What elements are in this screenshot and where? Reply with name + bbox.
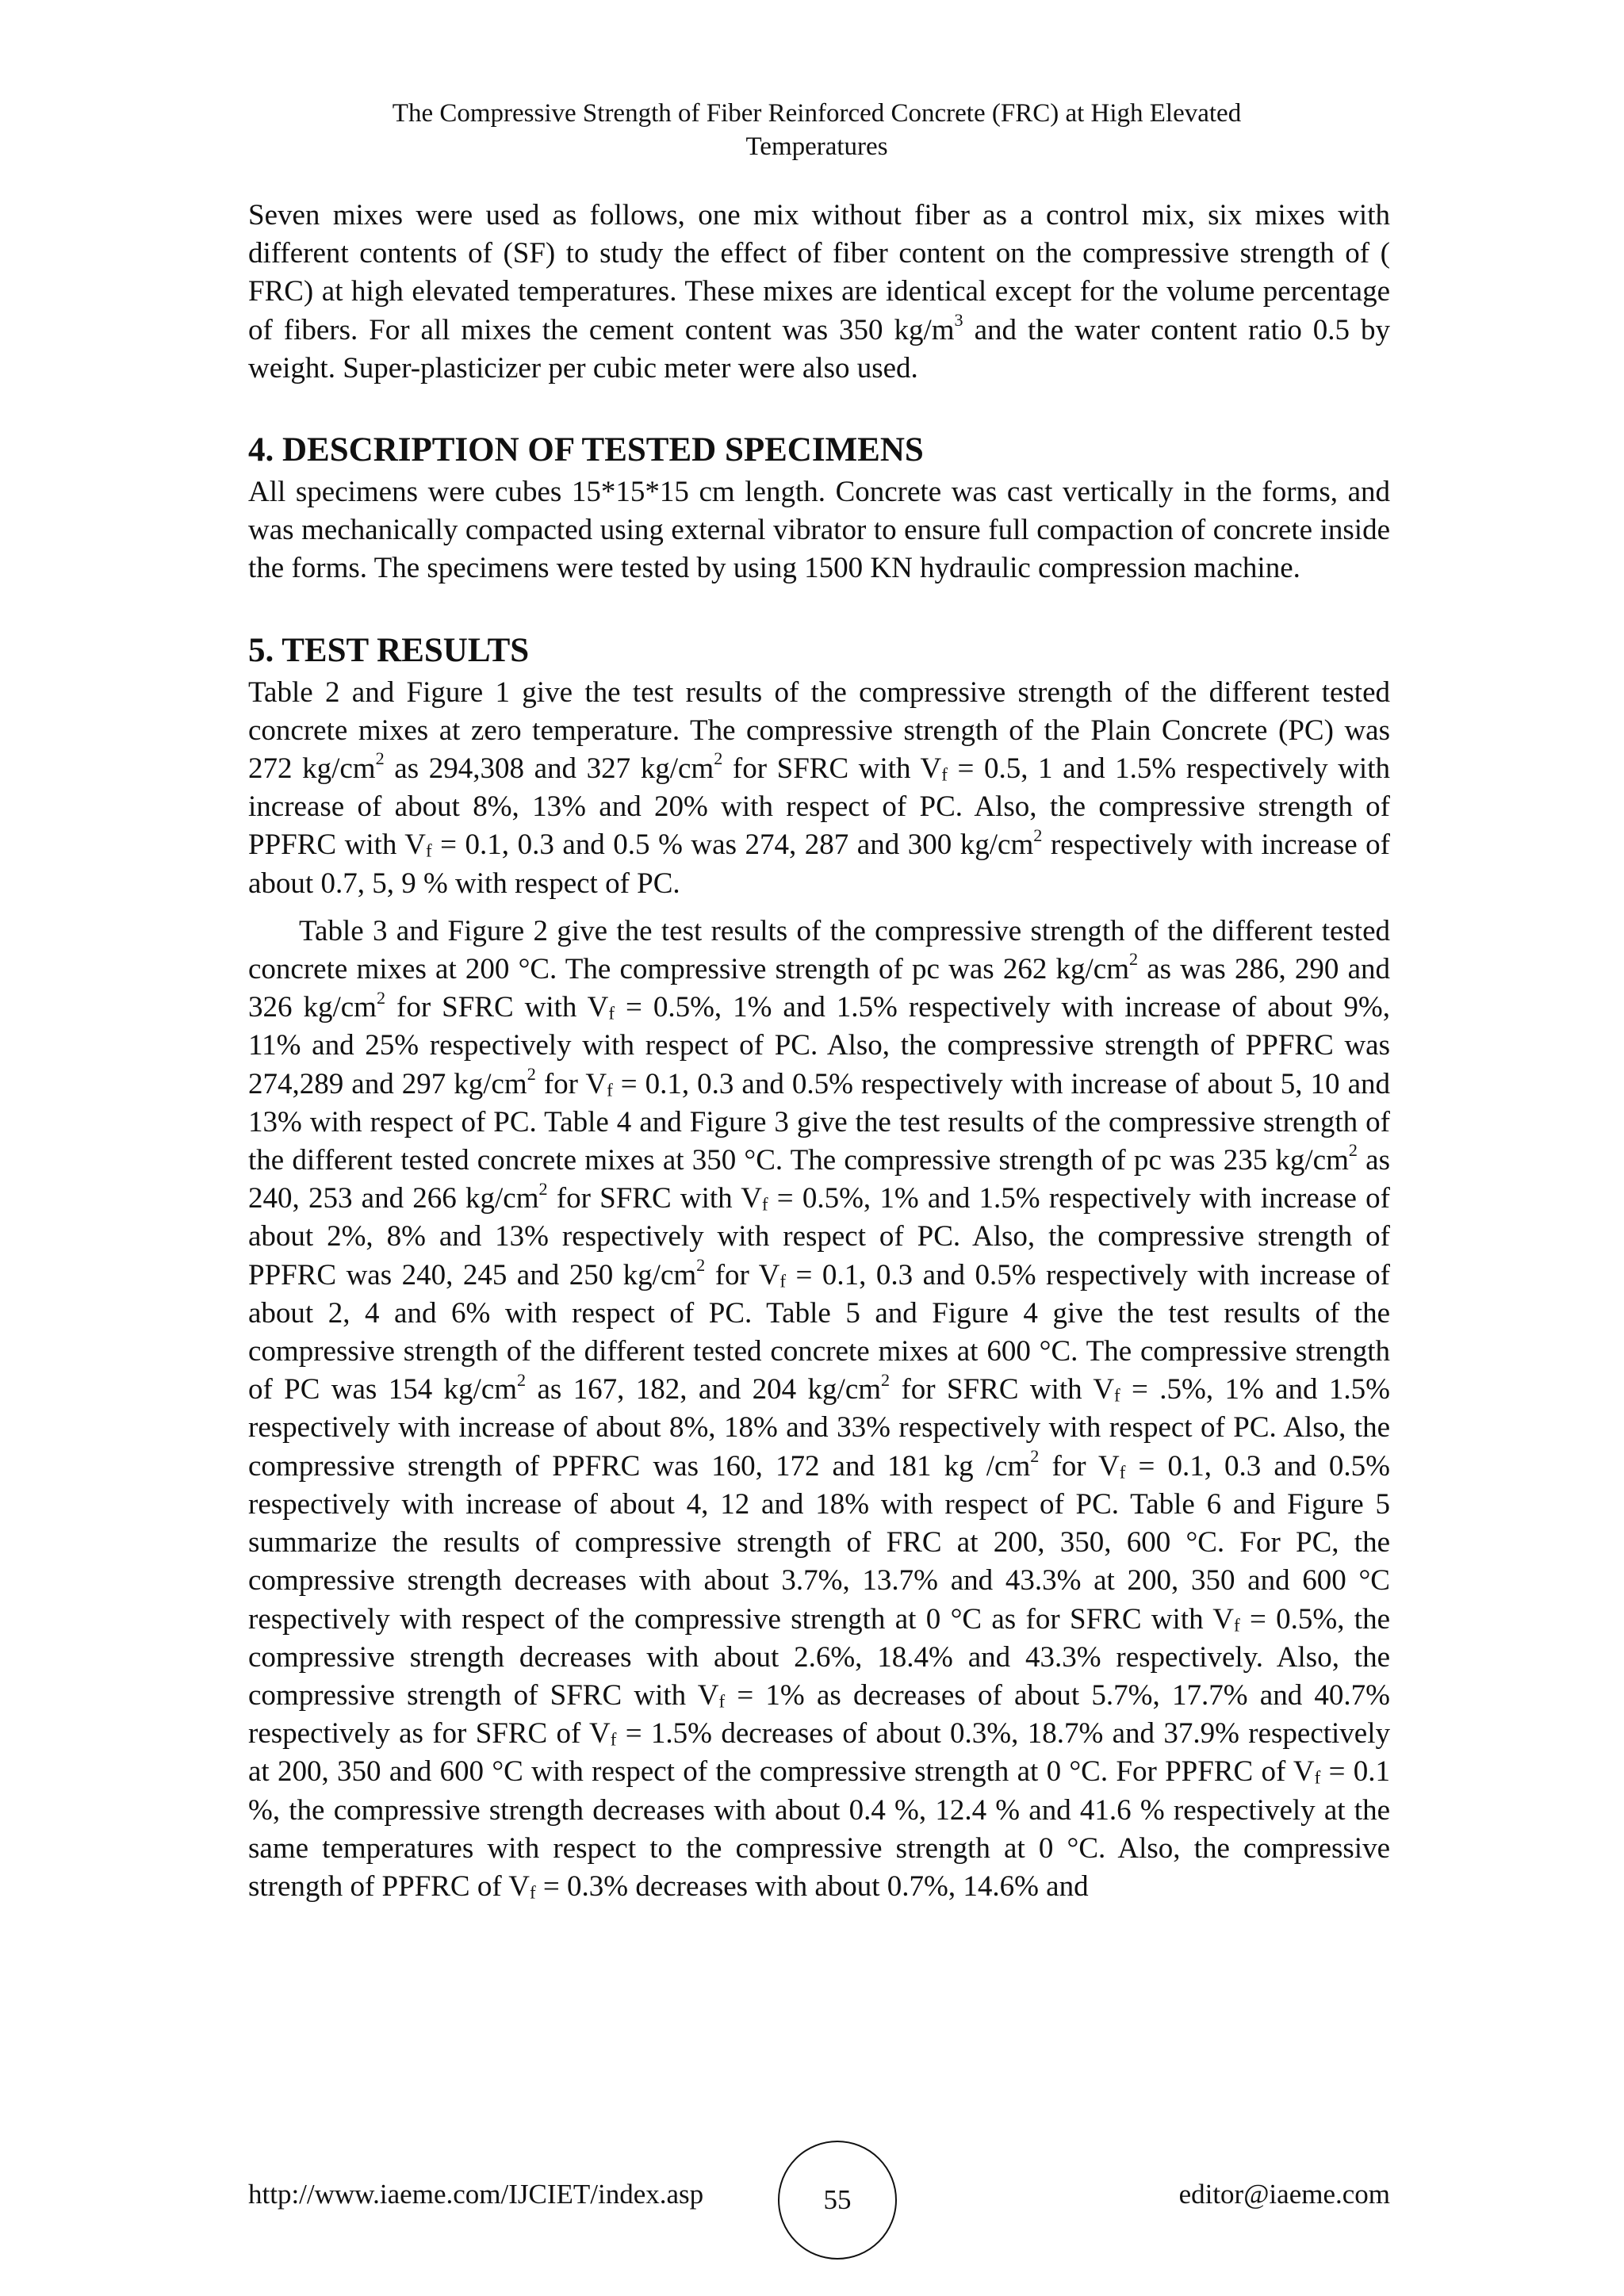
section-5-paragraph-1 — [248, 674, 1390, 903]
text-run: = 0.1, 0.3 and 0.5% respectively with increase of about 2, 4 and 6% with respect of PC. Table 5 and Figure 4 give the test results of the compressive strength of the different tested concrete mixes at 600 °C. The compressive strength of PC was 154 kg/cm — [248, 1258, 1390, 1406]
text-run: for V — [705, 1258, 780, 1292]
subscript: f — [1314, 1767, 1321, 1788]
superscript: 2 — [881, 1369, 891, 1390]
text-run: = 0.5%, the compressive strength decreases with about 2.6%, 18.4% and 43.3% respectively. Also, the compressive strength of SFRC with V — [248, 1602, 1391, 1712]
superscript: 2 — [517, 1369, 527, 1390]
section-4-heading: 4. DESCRIPTION OF TESTED SPECIMENS — [248, 431, 924, 469]
subscript: f — [779, 1271, 787, 1292]
superscript: 2 — [1128, 949, 1139, 970]
intro-text-a: Seven mixes were used as follows, one mix without fiber as a control mix, six mixes with different contents of (SF) to study the effect of fiber content on the compressive strength of ( FRC) at high elevated temperatures. These mixes are identical except for the volume percentage of fibers. For all mixes the cement content was 350 kg/m — [248, 199, 1390, 346]
subscript: f — [1114, 1385, 1120, 1406]
page-number: 55 — [823, 2184, 852, 2215]
page-body — [248, 197, 1390, 1906]
text-run: for SFRC with V — [547, 1182, 762, 1215]
text-run: as 294,308 and 327 kg/cm — [384, 752, 714, 786]
superscript: 2 — [527, 1064, 536, 1084]
intro-text-b: and the water content ratio 0.5 by weight. Super-plasticizer per cubic meter were also used. — [248, 313, 1390, 385]
subscript: f — [1234, 1614, 1240, 1635]
text-run: = 0.1, 0.3 and 0.5% respectively with increase of about 5, 10 and 13% with respect of PC. Table 4 and Figure 3 give the test results of the compressive strength of the different tested concrete mixes at 350 °C. The compressive strength of pc was 235 kg/cm — [248, 1067, 1390, 1177]
subscript: f — [607, 1080, 613, 1100]
text-run: = 0.5, 1 and 1.5% respectively with increase of about 8%, 13% and 20% with respect of PC. Also, the compressive strength of PPFRC with V — [248, 752, 1390, 862]
text-run: for SFRC with V — [890, 1373, 1115, 1406]
text-run: Table 2 and Figure 1 give the test results of the compressive strength of the different tested concrete mixes at zero temperature. The compressive strength of the Plain Concrete (PC) was 272 kg/cm — [248, 675, 1390, 786]
subscript: f — [1119, 1462, 1126, 1483]
subscript: f — [608, 1003, 615, 1024]
page-number-circle — [778, 2141, 897, 2260]
header-line-2: Temperatures — [745, 132, 888, 161]
text-run: = 0.5%, 1% and 1.5% respectively with increase of about 9%, 11% and 25% respectively with respect of PC. Also, the compressive strength of PPFRC was 274,289 and 297 kg/cm — [248, 991, 1390, 1100]
text-run: = 0.1, 0.3 and 0.5 % was 274, 287 and 300 kg/cm — [431, 828, 1034, 862]
footer-url: http://www.iaeme.com/IJCIET/index.asp — [248, 2179, 704, 2210]
text-run: = .5%, 1% and 1.5% respectively with increase of about 8%, 18% and 33% respectively with respect of PC. Also, the compressive strength of PPFRC was 160, 172 and 181 kg /cm — [248, 1373, 1390, 1483]
subscript: f — [941, 764, 948, 785]
text-run: = 0.1, 0.3 and 0.5% respectively with increase of about 4, 12 and 18% with respect of PC. Table 6 and Figure 5 summarize the results of compressive strength of FRC at 200, 350, 600 °C. For PC, the compressive strength decreases with about 3.7%, 13.7% and 43.3% at 200, 350 and 600 °C respectively with respect of the compressive strength at 0 °C as for SFRC with V — [248, 1449, 1390, 1636]
text-run: for V — [535, 1067, 607, 1100]
page-footer — [0, 2141, 1624, 2260]
section-4-paragraph: All specimens were cubes 15*15*15 cm length. Concrete was cast vertically in the forms, and was mechanically compacted using external vibrator to ensure full compaction of concrete inside the forms. The specimens were tested by using 1500 KN hydraulic compression machine. — [248, 476, 1390, 585]
superscript: 2 — [376, 987, 386, 1008]
section-5-heading: 5. TEST RESULTS — [248, 631, 530, 669]
superscript: 2 — [1348, 1140, 1358, 1161]
superscript: 2 — [696, 1255, 706, 1276]
text-run: for SFRC with V — [722, 752, 942, 786]
subscript: f — [425, 840, 432, 861]
running-header — [262, 97, 1372, 163]
subscript: f — [530, 1882, 536, 1903]
superscript: 2 — [714, 748, 723, 769]
header-line-1: The Compressive Strength of Fiber Reinforced Concrete (FRC) at High Elevated — [392, 99, 1242, 128]
footer-email: editor@iaeme.com — [1178, 2179, 1390, 2210]
text-run: = 1% as decreases of about 5.7%, 17.7% and 40.7% respectively as for SFRC of V — [248, 1678, 1390, 1751]
text-run: for SFRC with V — [385, 991, 609, 1024]
subscript: f — [610, 1729, 617, 1750]
subscript: f — [718, 1691, 726, 1712]
superscript: 2 — [375, 748, 385, 769]
text-run: for V — [1039, 1449, 1120, 1483]
superscript: 2 — [538, 1178, 548, 1199]
section-5-paragraph-2 — [248, 913, 1390, 1906]
text-run: = 0.1 %, the compressive strength decreases with about 0.4 %, 12.4 % and 41.6 % respectively at the same temperatures with respect to the compressive strength at 0 °C. Also, the compressive strength of PPFRC of V — [248, 1755, 1391, 1903]
superscript: 2 — [1033, 825, 1043, 845]
intro-paragraph — [248, 197, 1390, 388]
text-run: = 0.3% decreases with about 0.7%, 14.6% and — [535, 1869, 1089, 1903]
text-run: as was 286, 290 and 326 kg/cm — [248, 953, 1390, 1024]
text-run: as 240, 253 and 266 kg/cm — [248, 1144, 1390, 1215]
text-run: = 1.5% decreases of about 0.3%, 18.7% and 37.9% respectively at 200, 350 and 600 °C with respect of the compressive strength at 0 °C. For PPFRC of V — [248, 1717, 1390, 1789]
text-run: Table 3 and Figure 2 give the test results of the compressive strength of the different tested concrete mixes at 200 °C. The compressive strength of pc was 262 kg/cm — [248, 914, 1390, 986]
superscript: 2 — [1030, 1446, 1040, 1467]
subscript: f — [761, 1194, 768, 1215]
text-run: respectively with increase of about 0.7, 5, 9 % with respect of PC. — [248, 828, 1391, 900]
text-run: as 167, 182, and 204 kg/cm — [526, 1373, 882, 1406]
intro-superscript: 3 — [954, 309, 963, 330]
text-run: = 0.5%, 1% and 1.5% respectively with increase of about 2%, 8% and 13% respectively with respect of PC. Also, the compressive strength of PPFRC was 240, 245 and 250 kg/cm — [248, 1182, 1390, 1292]
